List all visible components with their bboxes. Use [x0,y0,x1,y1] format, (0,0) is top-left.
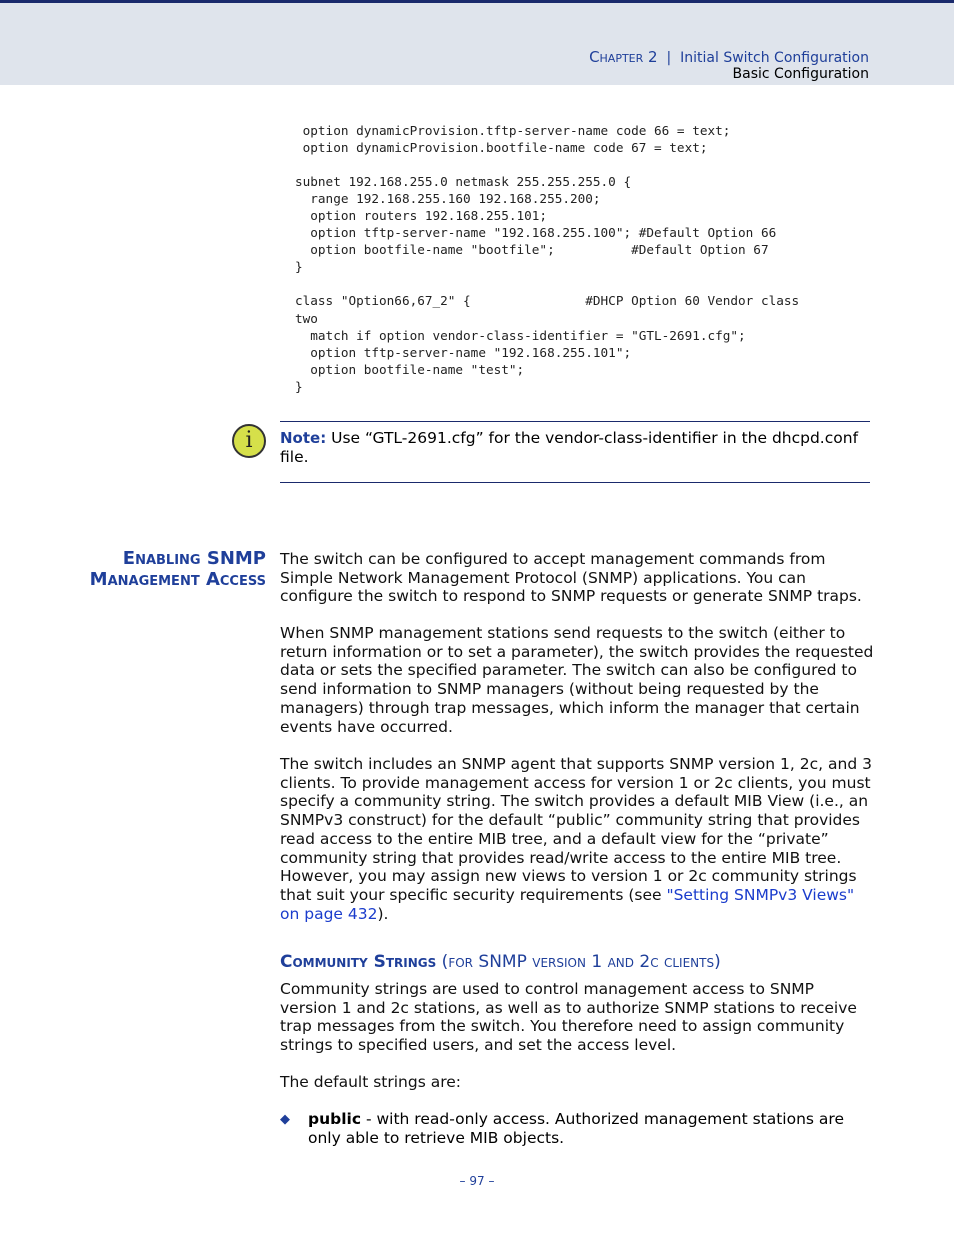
section-heading [60,548,266,590]
chapter-separator: | [666,50,672,66]
note-box [280,429,872,467]
subsection-heading [280,952,721,972]
list-item-term: public [308,1110,362,1128]
page-number: – 97 – [459,1174,495,1188]
chapter-line [589,48,869,66]
info-icon: i [232,424,266,458]
subsection-heading-rest: (for SNMP version 1 and 2c clients) [436,952,721,972]
paragraph-3-end: ). [377,904,389,923]
paragraph-3-text: The switch includes an SNMP agent that supports SNMP version 1, 2c, and 3 clients. To provide management access for version 1 or 2c clients, you must specify a community string. The switch provides a default MIB View (i.e., an SNMPv3 construct) for the default “public” community string that provides read access to the entire MIB tree, and a default view for the “private” community string that provides read/write access to the entire MIB tree. However, you may assign new views to version 1 or 2c community strings that suit your specific security requirements (see [280,755,872,904]
list-item-text [308,1110,874,1147]
paragraph-1: The switch can be configured to accept management commands from Simple Network Management Protocol (SNMP) applications. You can configure the switch to respond to SNMP requests or generate SNMP traps. [280,550,862,606]
chapter-number: Chapter 2 [589,48,658,66]
section-heading-line1: Enabling SNMP [122,548,266,569]
note-top-rule [280,421,870,422]
cross-reference-link[interactable]: "Setting SNMPv3 Views" on page 432 [280,885,855,923]
diamond-bullet-icon: ◆ [280,1112,290,1127]
section-title: Basic Configuration [732,66,869,82]
subsection-heading-bold: Community Strings [280,952,437,972]
note-label: Note: [280,429,327,447]
code-block: option dynamicProvision.tftp-server-name code 66 = text; option dynamicProvision.bootfile-name code 67 = text; subnet 192.168.255.0 netmask 255.255.255.0 { range 192.168.255.160 192.168.255.200; option routers 192.168.255.101; option tftp-server-name "192.168.255.100"; #Default Option 66 option bootfile-name "bootfile"; #Default Option 67 } class "Option66,67_2" { #DHCP Option 60 Vendor class two match if option vendor-class-identifier = "GTL-2691.cfg"; option tftp-server-name "192.168.255.101"; option bootfile-name "test"; } [295,123,800,394]
subsection-paragraph-1: Community strings are used to control management access to SNMP version 1 and 2c stations, as well as to authorize SNMP stations to receive trap messages from the switch. You therefore need to assign community strings to specified users, and set the access level. [280,980,857,1055]
paragraph-2: When SNMP management stations send requests to the switch (either to return information or to set a parameter), the switch provides the requested data or sets the specified parameter. The switch can also be configured to send information to SNMP managers (without being requested by the managers) through trap messages, which inform the manager that certain events have occurred. [280,624,874,736]
list-item-description: - with read-only access. Authorized management stations are only able to retrieve MIB objects. [308,1110,844,1147]
chapter-title: Initial Switch Configuration [680,50,869,66]
subsection-paragraph-2: The default strings are: [280,1073,462,1091]
page-header [0,0,954,85]
section-heading-line2: Management Access [89,569,266,590]
note-text: Use “GTL-2691.cfg” for the vendor-class-identifier in the dhcpd.conf file. [280,429,859,466]
paragraph-3 [280,755,874,923]
note-bottom-rule [280,482,870,483]
